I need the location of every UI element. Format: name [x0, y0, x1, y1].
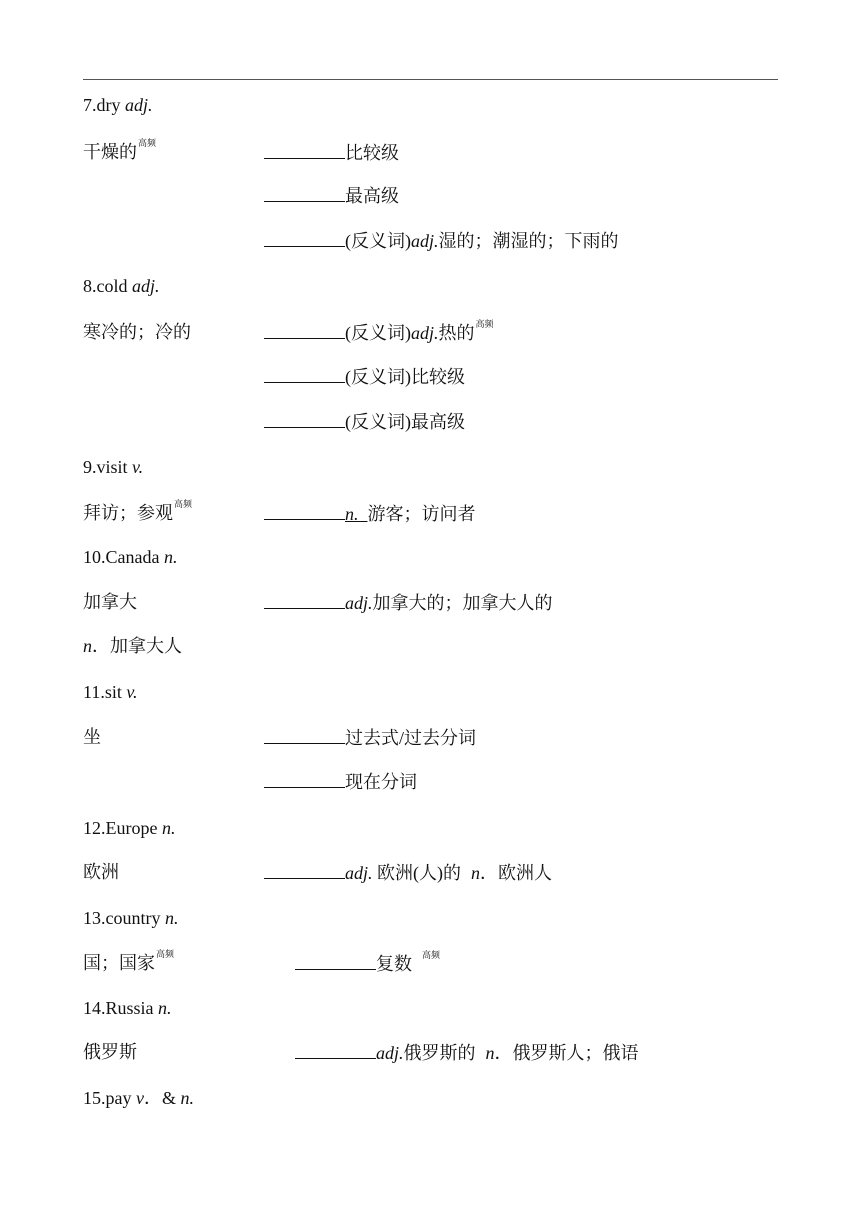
part-of-speech: v [136, 1088, 144, 1108]
derivative-meaning: ．加拿大人 [92, 636, 182, 656]
derivative-meaning: 热的 [438, 323, 475, 343]
derivative-meaning: 欧洲(人)的 [372, 863, 462, 883]
part-of-speech: adj. [345, 593, 373, 613]
derivative-label: 复数 [376, 954, 412, 974]
derivative-label: 现在分词 [345, 772, 417, 792]
derivative-line [264, 769, 417, 794]
entry-meaning [83, 140, 156, 167]
entry-heading [83, 906, 178, 930]
high-frequency-mark: 高频 [174, 499, 193, 509]
entry-meaning [83, 320, 191, 344]
derivative-line [264, 183, 399, 208]
answer-blank[interactable] [264, 183, 345, 202]
derivative-label: (反义词)比较级 [345, 367, 465, 387]
part-of-speech: n [485, 1043, 495, 1063]
part-of-speech: v. [126, 682, 138, 702]
entry-word: 10.Canada [83, 547, 164, 567]
meaning-text: 拜访；参观 [83, 503, 173, 523]
entry-meaning [83, 1040, 137, 1064]
part-of-speech: adj. [376, 1043, 404, 1063]
answer-blank[interactable] [264, 228, 345, 247]
derivative-line [264, 409, 465, 434]
entry-meaning [83, 725, 101, 749]
entry-heading [83, 274, 160, 298]
entry-heading [83, 545, 177, 569]
entry-heading [83, 996, 172, 1020]
entry-heading [83, 455, 143, 479]
derivative-line [264, 725, 476, 750]
part-of-speech: adj. [411, 323, 439, 343]
answer-blank[interactable] [295, 1040, 376, 1059]
answer-blank[interactable] [295, 951, 376, 970]
meaning-text: 俄罗斯 [83, 1042, 137, 1062]
answer-blank[interactable] [264, 501, 345, 520]
derivative-label: (反义词) [345, 323, 411, 343]
separator-text: ．& [144, 1088, 181, 1108]
meaning-text: 国；国家 [83, 953, 155, 973]
entry-word: 9.visit [83, 457, 133, 477]
derivative-meaning: 湿的；潮湿的；下雨的 [438, 231, 619, 251]
meaning-text: 加拿大 [83, 592, 137, 612]
derivative-line [295, 951, 440, 979]
entry-meaning [83, 501, 192, 528]
answer-blank[interactable] [264, 140, 345, 159]
derivative-line [264, 860, 552, 885]
answer-blank[interactable] [264, 590, 345, 609]
derivative-label: (反义词)最高级 [345, 412, 465, 432]
entry-word: 8.cold [83, 276, 132, 296]
part-of-speech: n. [163, 547, 178, 567]
derivative-line [83, 634, 182, 658]
entry-heading [83, 1086, 194, 1110]
derivative-label: (反义词) [345, 231, 411, 251]
entry-word: 7.dry [83, 95, 125, 115]
part-of-speech: n. [345, 504, 359, 524]
entry-word: 12.Europe [83, 818, 162, 838]
high-frequency-mark: 高频 [138, 138, 157, 148]
part-of-speech: n. [180, 1088, 195, 1108]
derivative-line [264, 501, 476, 526]
entry-heading [83, 93, 153, 117]
part-of-speech: adj. [132, 276, 160, 296]
derivative-label: 过去式/过去分词 [345, 728, 477, 748]
entry-heading [83, 680, 138, 704]
derivative-meaning: ．欧洲人 [480, 863, 553, 883]
part-of-speech: n [471, 863, 481, 883]
answer-blank[interactable] [264, 409, 345, 428]
answer-blank[interactable] [264, 860, 345, 879]
part-of-speech: n. [161, 818, 176, 838]
derivative-line [295, 1040, 639, 1065]
answer-blank[interactable] [264, 769, 345, 788]
part-of-speech: n. [164, 908, 179, 928]
derivative-label: 最高级 [345, 186, 399, 206]
header-rule [83, 79, 778, 80]
part-of-speech: adj. [125, 95, 153, 115]
derivative-line [264, 140, 399, 165]
entry-meaning [83, 951, 174, 978]
answer-blank[interactable] [264, 725, 345, 744]
meaning-text: 干燥的 [83, 142, 137, 162]
derivative-line [264, 320, 494, 348]
derivative-label: 比较级 [345, 143, 399, 163]
part-of-speech: n [83, 636, 92, 656]
part-of-speech: v. [132, 457, 144, 477]
derivative-line [264, 590, 553, 615]
meaning-text: 坐 [83, 727, 101, 747]
derivative-line [264, 228, 619, 253]
high-frequency-mark: 高频 [156, 949, 175, 959]
high-frequency-mark: 高频 [422, 950, 441, 960]
derivative-line [264, 364, 465, 389]
derivative-meaning: 游客；访问者 [367, 504, 476, 524]
derivative-meaning: 加拿大的；加拿大人的 [372, 593, 553, 613]
part-of-speech: adj. [345, 863, 373, 883]
meaning-text: 寒冷的；冷的 [83, 322, 191, 342]
answer-blank[interactable] [264, 364, 345, 383]
answer-blank[interactable] [264, 320, 345, 339]
derivative-meaning: 俄罗斯的 [403, 1043, 476, 1063]
derivative-meaning: ．俄罗斯人；俄语 [494, 1043, 639, 1063]
part-of-speech: adj. [411, 231, 439, 251]
entry-word: 11.sit [83, 682, 127, 702]
part-of-speech: n. [158, 998, 172, 1018]
meaning-text: 欧洲 [83, 862, 119, 882]
entry-word: 14.Russia [83, 998, 159, 1018]
entry-meaning [83, 590, 137, 614]
high-frequency-mark: 高频 [475, 319, 494, 329]
entry-heading [83, 816, 175, 840]
entry-word: 13.country [83, 908, 165, 928]
entry-meaning [83, 860, 119, 884]
entry-word: 15.pay [83, 1088, 136, 1108]
